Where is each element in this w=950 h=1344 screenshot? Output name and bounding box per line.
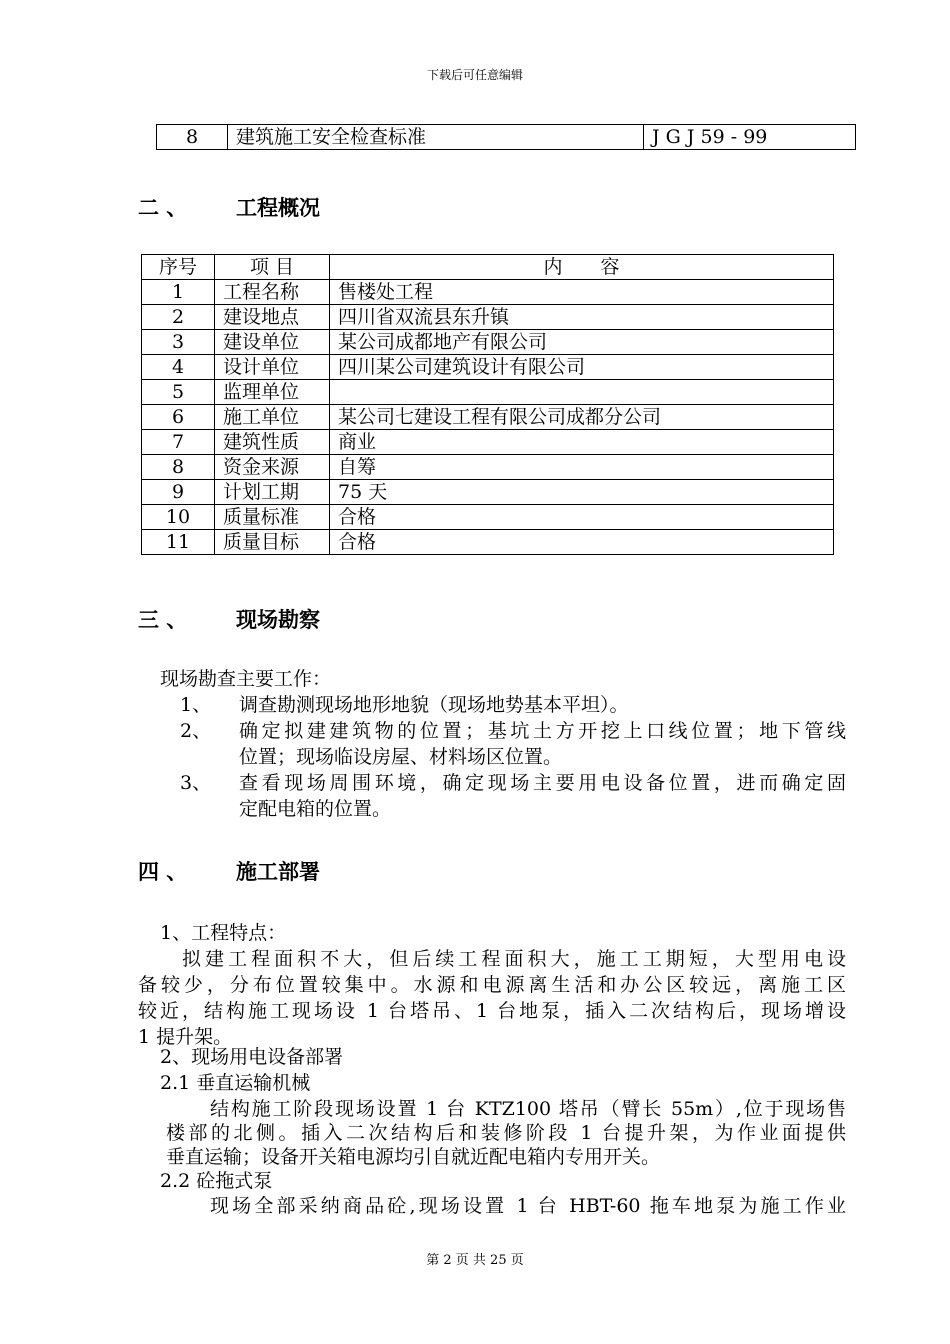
list-number: 3、 [180,772,212,794]
table-cell: 8 [142,455,215,480]
paragraph-line: 较近，结构施工现场设 1 台塔吊、1 台地泵，插入二次结构后，现场增设 [138,1000,846,1022]
table-cell: 2 [142,305,215,330]
table-cell: 建筑施工安全检查标准 [228,125,644,150]
table-cell: 计划工期 [215,480,330,505]
table-cell: 施工单位 [215,405,330,430]
table-cell: 监理单位 [215,380,330,405]
table-cell: 质量目标 [215,530,330,555]
overview-table [141,254,834,555]
table-cell: 5 [142,380,215,405]
table-row [142,380,834,405]
table-cell: 四川省双流县东升镇 [330,305,834,330]
subheading: 2、现场用电设备部署 [160,1046,344,1068]
table-cell: 7 [142,430,215,455]
table-cell: 建设地点 [215,305,330,330]
list-item-text: 调查勘测现场地形地貌（现场地势基本平坦）。 [239,694,629,716]
subheading: 2.2 砼拖式泵 [160,1170,273,1192]
list-number: 1、 [180,694,212,716]
table-cell: 1 [142,280,215,305]
list-number: 2、 [180,720,212,742]
table-cell: 四川某公司建筑设计有限公司 [330,355,834,380]
table-row [157,125,856,150]
table-cell: 工程名称 [215,280,330,305]
table-row [142,330,834,355]
table-cell [330,380,834,405]
paragraph-line: 备较少，分布位置较集中。水源和电源离生活和办公区较远，离施工区 [138,974,846,996]
table-cell: J G J 59 - 99 [644,125,856,150]
table-cell: 9 [142,480,215,505]
paragraph-line: 结构施工阶段现场设置 1 台 KTZ100 塔吊（臂长 55m）,位于现场售 [210,1098,846,1120]
section-number: 四 、 [138,860,188,884]
table-cell: 建设单位 [215,330,330,355]
table-cell: 3 [142,330,215,355]
subheading: 1、工程特点： [160,922,287,944]
table-cell: 商业 [330,430,834,455]
table-row [142,530,834,555]
table-cell: 某公司七建设工程有限公司成都分公司 [330,405,834,430]
list-item-text: 查看现场周围环境，确定现场主要用电设备位置，进而确定固 [239,772,846,794]
paragraph-line: 1 提升架。 [138,1026,233,1048]
table-cell: 自筹 [330,455,834,480]
table-cell: 11 [142,530,215,555]
table-cell: 设计单位 [215,355,330,380]
subheading: 2.1 垂直运输机械 [160,1072,311,1094]
section-title: 施工部署 [236,860,320,884]
table-cell: 建筑性质 [215,430,330,455]
section-heading [138,604,438,634]
table-cell: 8 [157,125,228,150]
section-number: 二 、 [138,196,188,220]
section-heading [138,856,438,886]
table-cell: 75 天 [330,480,834,505]
page-header: 下载后可任意编辑 [426,68,523,82]
table-row [142,505,834,530]
table-row [142,280,834,305]
section-title: 现场勘察 [236,608,320,632]
section-number: 三 、 [138,608,188,632]
section-heading [138,192,438,222]
page-footer: 第 2 页 共 25 页 [426,1253,524,1268]
column-header: 内 容 [330,255,834,280]
paragraph-line: 垂直运输；设备开关箱电源均引自就近配电箱内专用开关。 [166,1146,661,1168]
paragraph-line: 现场全部采纳商品砼,现场设置 1 台 HBT-60 拖车地泵为施工作业 [210,1195,846,1217]
standards-table [156,124,856,150]
table-cell: 合格 [330,505,834,530]
section-title: 工程概况 [236,196,320,220]
table-cell: 质量标准 [215,505,330,530]
paragraph-line: 拟建工程面积不大，但后续工程面积大，施工工期短，大型用电设 [182,948,846,970]
table-cell: 合格 [330,530,834,555]
paragraph-line: 楼部的北侧。插入二次结构后和装修阶段 1 台提升架，为作业面提供 [166,1122,846,1144]
table-row [142,480,834,505]
table-cell: 售楼处工程 [330,280,834,305]
survey-intro: 现场勘查主要工作： [160,668,332,690]
table-cell: 4 [142,355,215,380]
table-row [142,405,834,430]
table-header-row [142,255,834,280]
column-header: 序号 [142,255,215,280]
table-row [142,430,834,455]
table-row [142,455,834,480]
table-cell: 6 [142,405,215,430]
column-header: 项 目 [215,255,330,280]
table-cell: 10 [142,505,215,530]
list-item-text: 位置；现场临设房屋、材料场区位置。 [239,746,563,768]
table-cell: 资金来源 [215,455,330,480]
table-row [142,355,834,380]
table-row [142,305,834,330]
list-item-text: 确定拟建建筑物的位置；基坑土方开挖上口线位置；地下管线 [239,720,846,742]
table-cell: 某公司成都地产有限公司 [330,330,834,355]
list-item-text: 定配电箱的位置。 [239,798,392,820]
